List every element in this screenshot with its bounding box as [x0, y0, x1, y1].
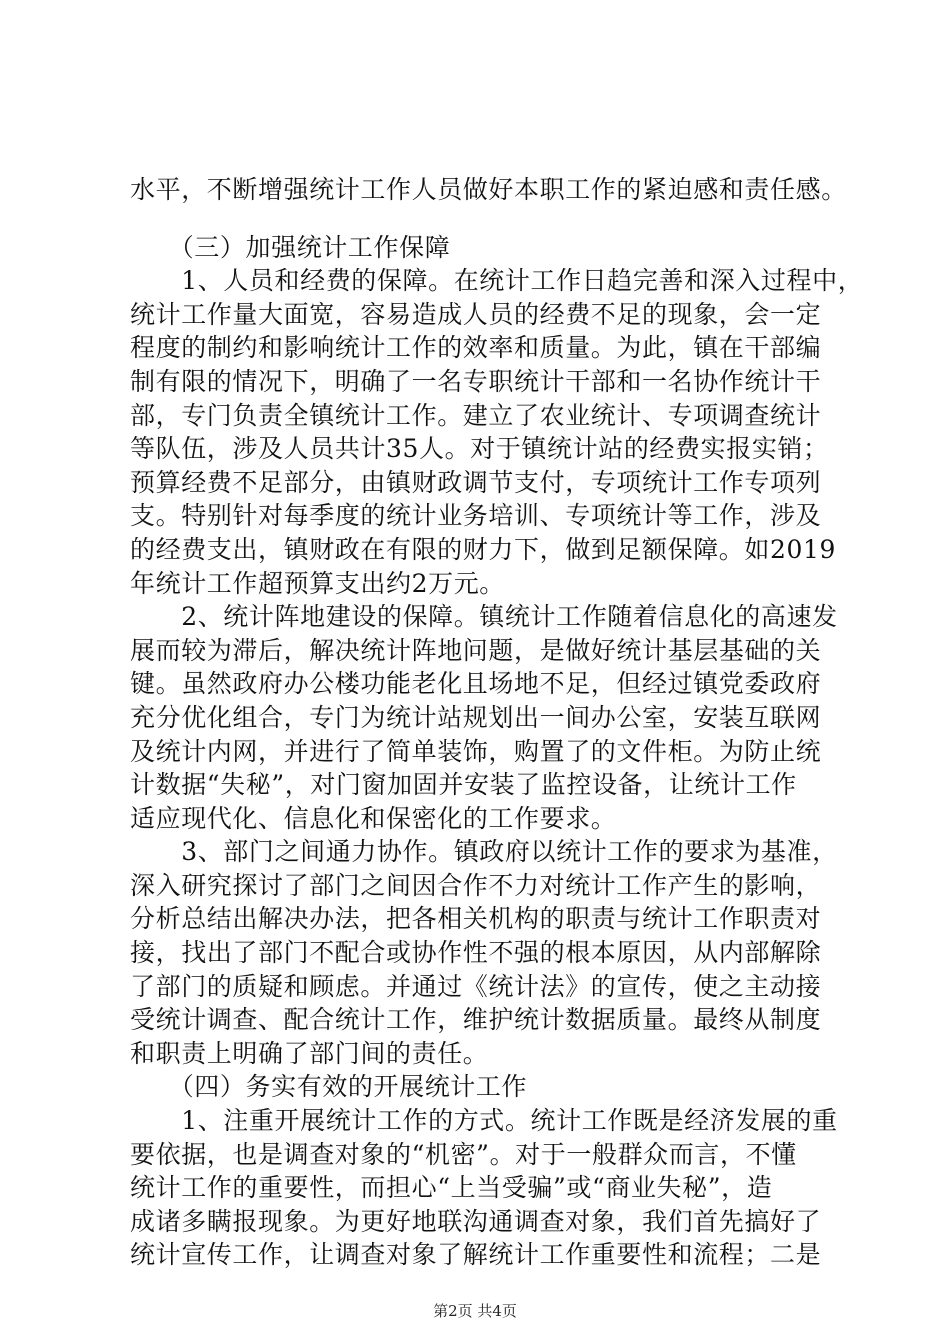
text-line: 要依据，也是调查对象的“机密”。对于一般群众而言，不懂	[130, 1139, 797, 1169]
document-body	[130, 173, 864, 1272]
text-line: 分析总结出解决办法，把各相关机构的职责与统计工作职责对	[130, 904, 822, 934]
text-line: 和职责上明确了部门间的责任。	[130, 1038, 489, 1068]
text-line: 成诸多瞒报现象。为更好地联沟通调查对象，我们首先搞好了	[130, 1206, 822, 1236]
text-line: 1、人员和经费的保障。在统计工作日趋完善和深入过程中，	[130, 266, 864, 296]
text-line: 适应现代化、信息化和保密化的工作要求。	[130, 803, 617, 833]
text-line: 年统计工作超预算支出约2万元。	[130, 568, 505, 598]
text-line: 等队伍，涉及人员共计35人。对于镇统计站的经费实报实销；	[130, 434, 829, 464]
section-heading: （四）务实有效的开展统计工作	[130, 1072, 528, 1102]
text-line: 及统计内网，并进行了简单装饰，购置了的文件柜。为防止统	[130, 736, 822, 766]
text-line: 2、统计阵地建设的保障。镇统计工作随着信息化的高速发	[130, 602, 838, 632]
text-line: 展而较为滞后，解决统计阵地问题，是做好统计基层基础的关	[130, 635, 822, 665]
text-line: 3、部门之间通力协作。镇政府以统计工作的要求为基准，	[130, 837, 838, 867]
text-line: 键。虽然政府办公楼功能老化且场地不足，但经过镇党委政府	[130, 669, 822, 699]
text-line: 1、注重开展统计工作的方式。统计工作既是经济发展的重	[130, 1106, 838, 1136]
text-line: 部，专门负责全镇统计工作。建立了农业统计、专项调查统计	[130, 400, 822, 430]
text-line: 预算经费不足部分，由镇财政调节支付，专项统计工作专项列	[130, 467, 822, 497]
text-line: 了部门的质疑和顾虑。并通过《统计法》的宣传，使之主动接	[130, 971, 822, 1001]
text-line: 支。特别针对每季度的统计业务培训、专项统计等工作，涉及	[130, 501, 822, 531]
section-heading: （三）加强统计工作保障	[130, 232, 451, 262]
text-line: 接，找出了部门不配合或协作性不强的根本原因，从内部解除	[130, 938, 822, 968]
page-footer: 第2页 共4页	[433, 1302, 517, 1320]
text-line: 的经费支出，镇财政在有限的财力下，做到足额保障。如2019	[130, 534, 837, 564]
text-line: 程度的制约和影响统计工作的效率和质量。为此，镇在干部编	[130, 333, 822, 363]
text-line: 制有限的情况下，明确了一名专职统计干部和一名协作统计干	[130, 366, 822, 396]
text-line: 深入研究探讨了部门之间因合作不力对统计工作产生的影响，	[130, 870, 822, 900]
text-line: 统计工作量大面宽，容易造成人员的经费不足的现象，会一定	[130, 299, 822, 329]
text-line: 受统计调查、配合统计工作，维护统计数据质量。最终从制度	[130, 1005, 822, 1035]
text-line: 充分优化组合，专门为统计站规划出一间办公室，安装互联网	[130, 702, 822, 732]
text-line: 统计宣传工作，让调查对象了解统计工作重要性和流程；二是	[130, 1240, 822, 1270]
paragraph-gap	[130, 207, 830, 231]
text-line: 水平，不断增强统计工作人员做好本职工作的紧迫感和责任感。	[130, 175, 847, 204]
text-line: 统计工作的重要性，而担心“上当受骗”或“商业失秘”，造	[130, 1173, 773, 1203]
text-line: 计数据“失秘”，对门窗加固并安装了监控设备，让统计工作	[130, 770, 797, 800]
